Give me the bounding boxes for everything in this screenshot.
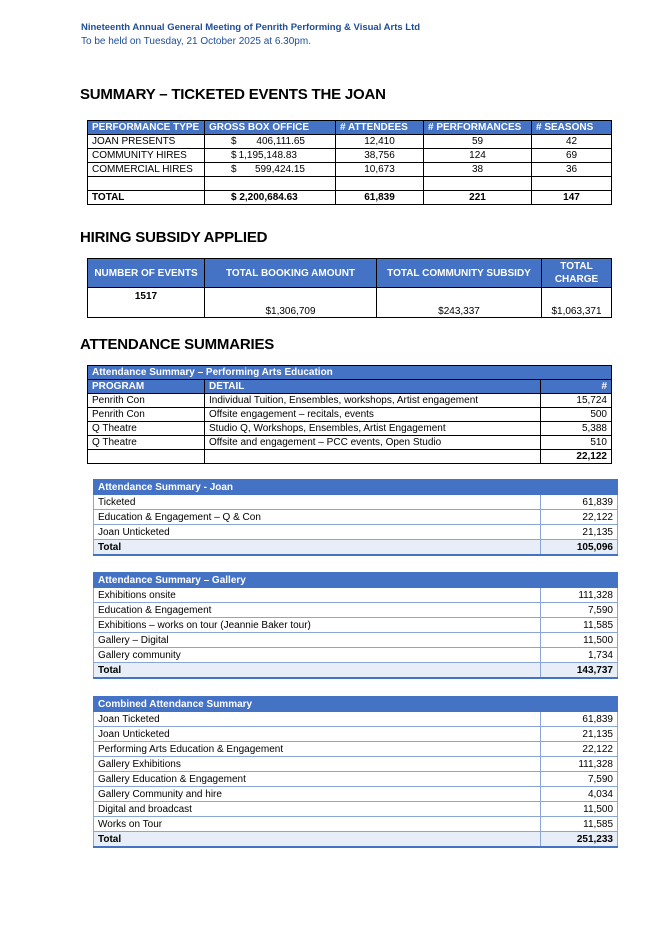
count: 11,500 [541,633,618,648]
column-header: # ATTENDEES [336,121,424,135]
row-label: Gallery Community and hire [94,787,541,802]
table-row [88,394,612,408]
column-header: TOTAL COMMUNITY SUBSIDY [377,259,542,288]
table-row [94,802,618,817]
table-row [88,436,612,450]
table-row [88,422,612,436]
count: 500 [541,408,612,422]
attendees: 10,673 [336,163,424,177]
ticketed-heading: SUMMARY – TICKETED EVENTS THE JOAN [80,86,386,103]
total-value: 251,233 [541,832,618,848]
column-header: DETAIL [205,380,541,394]
performances: 59 [424,135,532,149]
number-of-events: 1517 [88,288,205,318]
attendees: 12,410 [336,135,424,149]
column-header: PROGRAM [88,380,205,394]
row-label: Performing Arts Education & Engagement [94,742,541,757]
empty-header [541,573,618,588]
total-value: 105,096 [541,540,618,556]
total-label: Total [94,832,541,848]
table-title-row [94,697,618,712]
table-header-row [88,121,612,135]
count: 61,839 [541,712,618,727]
row-label: Digital and broadcast [94,802,541,817]
table-title: Attendance Summary - Joan [94,480,541,495]
table-title-row [88,366,612,380]
empty-cell [205,177,336,191]
count: 22,122 [541,742,618,757]
table-row [88,288,612,318]
total-label: Total [94,663,541,679]
column-header: GROSS BOX OFFICE [205,121,336,135]
meeting-date: To be held on Tuesday, 21 October 2025 at 6.30pm. [81,36,311,47]
ticketed-events-table [87,120,612,205]
count: 11,585 [541,618,618,633]
table-row [94,757,618,772]
amount: 2,200,684.63 [239,192,298,203]
table-row [94,525,618,540]
table-title: Combined Attendance Summary [94,697,541,712]
attendees-total: 61,839 [336,191,424,205]
currency: $ [231,150,237,161]
empty-header [541,480,618,495]
table-row [88,135,612,149]
column-header: PERFORMANCE TYPE [88,121,205,135]
count: 11,585 [541,817,618,832]
program: Penrith Con [88,408,205,422]
total-booking-amount: $1,306,709 [205,288,377,318]
row-label: Exhibitions – works on tour (Jeannie Baker tour) [94,618,541,633]
detail: Offsite engagement – recitals, events [205,408,541,422]
table-row-empty [88,177,612,191]
empty-header [541,697,618,712]
amount: 599,424.15 [254,164,305,175]
currency: $ [231,192,237,203]
table-title: Attendance Summary – Gallery [94,573,541,588]
count: 21,135 [541,525,618,540]
performance-type: JOAN PRESENTS [88,135,205,149]
attendance-heading: ATTENDANCE SUMMARIES [80,336,275,353]
total-label: TOTAL [88,191,205,205]
program: Q Theatre [88,436,205,450]
row-label: Joan Ticketed [94,712,541,727]
column-header: # SEASONS [532,121,612,135]
seasons: 36 [532,163,612,177]
performances-total: 221 [424,191,532,205]
table-row [88,163,612,177]
program: Penrith Con [88,394,205,408]
table-row [94,742,618,757]
currency: $ [231,164,237,175]
amount: 1,195,148.83 [238,150,297,161]
detail: Studio Q, Workshops, Ensembles, Artist Engagement [205,422,541,436]
gross-box-office [205,163,336,177]
total-row [88,191,612,205]
total-row [94,540,618,556]
table-row [94,648,618,663]
hiring-subsidy-table [87,258,612,318]
table-row [94,495,618,510]
amount: 406,111.65 [256,136,305,147]
count: 7,590 [541,772,618,787]
performances: 124 [424,149,532,163]
table-title: Attendance Summary – Performing Arts Education [88,366,612,380]
table-row [94,727,618,742]
empty-cell [205,450,541,464]
row-label: Gallery Exhibitions [94,757,541,772]
total-row [94,663,618,679]
table-row [94,712,618,727]
row-label: Works on Tour [94,817,541,832]
attendees: 38,756 [336,149,424,163]
table-row [94,510,618,525]
table-row [94,618,618,633]
row-label: Gallery community [94,648,541,663]
performances: 38 [424,163,532,177]
empty-cell [424,177,532,191]
table-header-row [88,259,612,288]
table-row [94,787,618,802]
column-header: NUMBER OF EVENTS [88,259,205,288]
table-row [94,588,618,603]
count: 11,500 [541,802,618,817]
row-label: Gallery Education & Engagement [94,772,541,787]
total-value: 143,737 [541,663,618,679]
total-community-subsidy: $243,337 [377,288,542,318]
column-header: TOTAL CHARGE [542,259,612,288]
table-row [94,817,618,832]
education-attendance-table [87,365,612,464]
table-row [88,408,612,422]
meeting-title: Nineteenth Annual General Meeting of Penrith Performing & Visual Arts Ltd [81,22,421,33]
detail: Individual Tuition, Ensembles, workshops, Artist engagement [205,394,541,408]
gallery-attendance-table [93,572,618,679]
row-label: Joan Unticketed [94,525,541,540]
column-header: # [541,380,612,394]
column-header: TOTAL BOOKING AMOUNT [205,259,377,288]
column-header: # PERFORMANCES [424,121,532,135]
count: 510 [541,436,612,450]
count: 111,328 [541,757,618,772]
count: 61,839 [541,495,618,510]
table-row [88,149,612,163]
count: 22,122 [541,510,618,525]
subsidy-heading: HIRING SUBSIDY APPLIED [80,229,268,246]
seasons: 42 [532,135,612,149]
row-label: Ticketed [94,495,541,510]
performance-type: COMMUNITY HIRES [88,149,205,163]
empty-cell [88,177,205,191]
program: Q Theatre [88,422,205,436]
row-label: Gallery – Digital [94,633,541,648]
total-charge: $1,063,371 [542,288,612,318]
count: 15,724 [541,394,612,408]
gross-box-office-total [205,191,336,205]
total-row [88,450,612,464]
row-label: Joan Unticketed [94,727,541,742]
detail: Offsite and engagement – PCC events, Open Studio [205,436,541,450]
gross-box-office [205,135,336,149]
count: 1,734 [541,648,618,663]
currency: $ [231,136,237,147]
count: 7,590 [541,603,618,618]
empty-cell [336,177,424,191]
count: 4,034 [541,787,618,802]
table-title-row [94,573,618,588]
joan-attendance-table [93,479,618,556]
education-total: 22,122 [541,450,612,464]
total-label: Total [94,540,541,556]
total-row [94,832,618,848]
count: 5,388 [541,422,612,436]
count: 111,328 [541,588,618,603]
performance-type: COMMERCIAL HIRES [88,163,205,177]
table-row [94,603,618,618]
row-label: Exhibitions onsite [94,588,541,603]
table-title-row [94,480,618,495]
seasons: 69 [532,149,612,163]
empty-cell [532,177,612,191]
table-header-row [88,380,612,394]
combined-attendance-table [93,696,618,848]
row-label: Education & Engagement – Q & Con [94,510,541,525]
gross-box-office [205,149,336,163]
table-row [94,633,618,648]
seasons-total: 147 [532,191,612,205]
empty-cell [88,450,205,464]
count: 21,135 [541,727,618,742]
row-label: Education & Engagement [94,603,541,618]
table-row [94,772,618,787]
